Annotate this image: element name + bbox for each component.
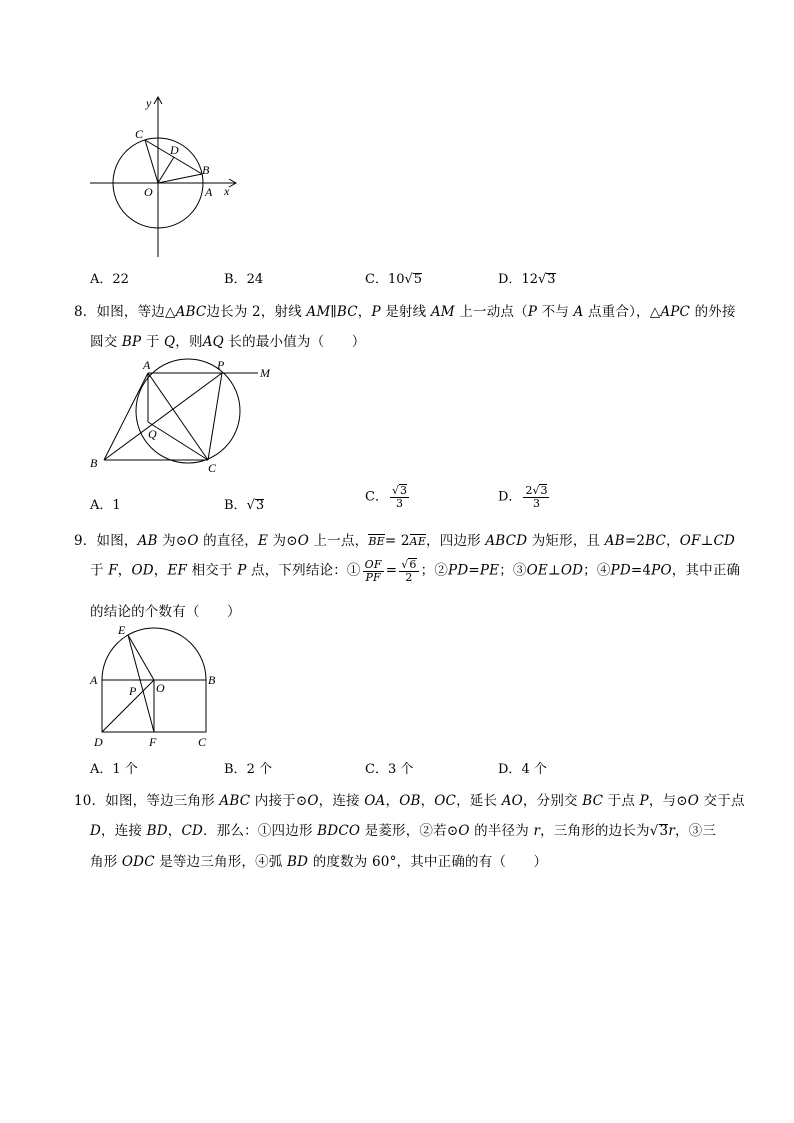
label-e: E (118, 623, 126, 637)
q8-line1: 8．如图，等边△ABC边长为 2，射线 AM∥BC，P 是射线 AM 上一动点（P 不与 A 点重合），△APC 的外接 (74, 304, 736, 320)
q9-figure (86, 620, 226, 754)
segment-ob (158, 174, 202, 183)
q10-line3: 角形 ODC 是等边三角形，④弧 BD 的度数为 60°，其中正确的有（ ） (90, 854, 548, 870)
label-a: A (143, 358, 151, 372)
label-y: y (146, 96, 152, 110)
q7-option-d: D．12√3 (498, 272, 556, 287)
q8-diagram (86, 356, 286, 476)
label-o: O (144, 185, 153, 199)
label-f: F (149, 735, 157, 749)
q8-option-a: A．1 (90, 498, 121, 513)
q9-option-a: A．1 个 (90, 762, 138, 777)
label-b: B (208, 673, 216, 687)
q9-line3: 的结论的个数有（ ） (90, 604, 241, 620)
q9-option-d: D．4 个 (498, 762, 547, 777)
q9-option-b: B．2 个 (224, 762, 272, 777)
q9-line1: 9．如图，AB 为⊙O 的直径，E 为⊙O 上一点，BE= 2AE，四边形 ABCD 为矩形，且 AB=2BC，OF⊥CD (74, 533, 736, 549)
segment-ac (148, 373, 208, 460)
segment-qc (148, 422, 208, 460)
label-b: B (90, 456, 98, 470)
q8-option-b: B．√3 (224, 498, 265, 513)
segment-ab (104, 373, 148, 460)
q8-figure (86, 356, 286, 476)
label-d: D (94, 735, 103, 749)
q7-figure (88, 92, 248, 262)
label-b: B (202, 163, 210, 177)
q10-line2: D，连接 BD，CD．那么：①四边形 BDCO 是菱形，②若⊙O 的半径为 r，三角形的边长为√3r，③三 (90, 823, 717, 839)
label-q: Q (148, 427, 157, 441)
label-d: D (170, 143, 179, 157)
segment-bp (104, 373, 222, 460)
q8-line2: 圆交 BP 于 Q，则AQ 长的最小值为（ ） (90, 334, 366, 350)
q7-option-b: B．24 (224, 272, 264, 287)
label-a: A (205, 185, 213, 199)
q10-line1: 10．如图，等边三角形 ABC 内接于⊙O，连接 OA，OB，OC，延长 AO，分别交 BC 于点 P，与⊙O 交于点 (74, 793, 745, 809)
segment-pc (208, 373, 222, 460)
q8-option-c: C． $\frac{√3}{3}$ (365, 484, 407, 510)
label-p: P (217, 358, 225, 372)
segment-eo (128, 635, 154, 680)
q7-diagram (88, 92, 248, 262)
q7-option-a: A．22 (90, 272, 129, 287)
label-o: O (156, 681, 165, 695)
q9-diagram (86, 620, 226, 754)
segment-od (102, 680, 154, 732)
label-c: C (198, 735, 207, 749)
label-m: M (260, 366, 270, 380)
label-c: C (208, 461, 217, 475)
label-p: P (129, 684, 137, 698)
q7-option-c: C．10√5 (365, 272, 423, 287)
label-c: C (135, 127, 144, 141)
label-x: x (224, 184, 230, 198)
segment-od (158, 157, 174, 183)
q8-option-d: D． $\frac{2√3}{3}$ (498, 484, 548, 510)
label-a: A (90, 673, 98, 687)
q9-option-c: C．3 个 (365, 762, 414, 777)
q9-line2: 于 F，OD，EF 相交于 P 点，下列结论：① $\frac{OF}{PF}$ = $\frac{√6}{2}$ ；②PD=PE；③OE⊥OD；④PD=4PO，其中正确 (90, 557, 741, 584)
